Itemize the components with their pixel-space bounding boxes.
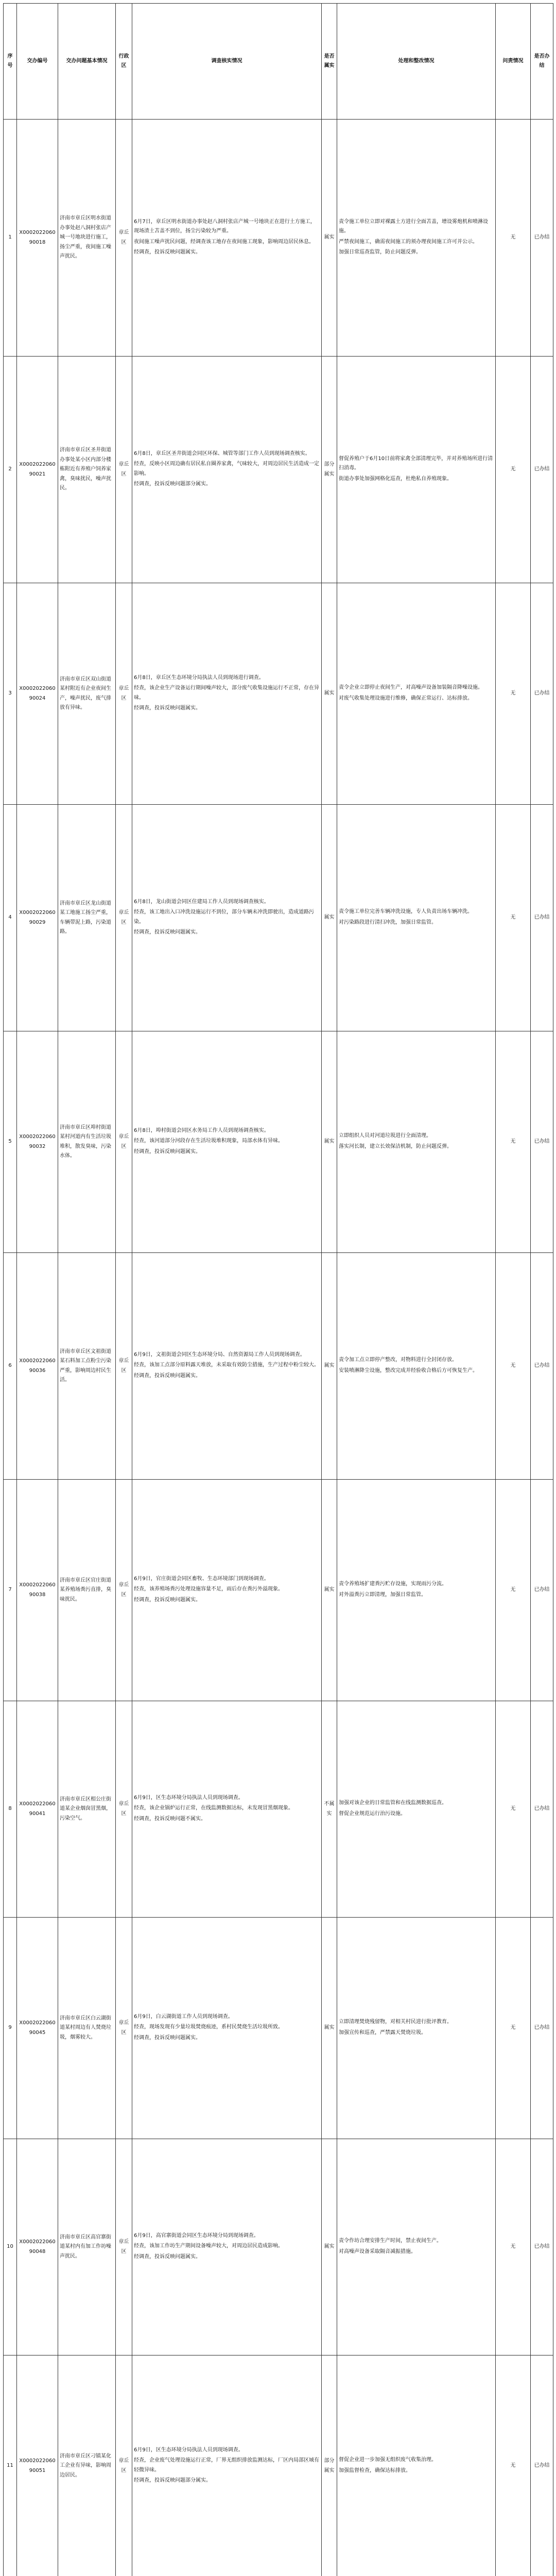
cell-closed: 已办结 (531, 357, 553, 583)
header-verified: 是否属实 (322, 4, 337, 120)
cell-code: X000202206090048 (17, 2139, 58, 2355)
cell-survey (132, 1480, 322, 1701)
cell-verified: 不属实 (322, 1701, 337, 1918)
handling-paragraph: 责令施工单位立即对裸露土方进行全面苫盖，增设雾炮机和喷淋设施。 (339, 218, 488, 234)
cell-no: 2 (4, 357, 17, 583)
cell-closed: 已办结 (531, 1701, 553, 1918)
cell-closed: 已办结 (531, 583, 553, 805)
cell-handling (337, 1253, 496, 1480)
survey-paragraph: 6月7日，章丘区明水街道办事处赵八洞村张店产城一号地块正在进行土方施工，现场渣土苫盖不到位，扬尘污染较为严重。 (134, 218, 316, 234)
handling-paragraph: 街道办事处加强网格化巡查，杜绝私自养殖现象。 (339, 476, 452, 482)
cell-survey (132, 1253, 322, 1480)
survey-paragraph: 6月8日，章丘区生态环境分局执法人员到现场进行调查。 (134, 674, 264, 681)
cell-district: 章丘区 (116, 1253, 132, 1480)
handling-paragraph: 对污染路段进行清扫冲洗，加强日常监管。 (339, 919, 437, 925)
cell-survey (132, 1701, 322, 1918)
survey-paragraph: 夜间施工噪声扰民问题，经调查该工地存在夜间施工现象，影响周边居民休息。 (134, 239, 314, 245)
cell-basic: 济南市章丘区明水街道办事处赵八洞村张店产城一号地块进行施工，扬尘严重，夜间施工噪声扰民。 (58, 120, 116, 357)
cell-survey (132, 2355, 322, 2576)
cell-district: 章丘区 (116, 1701, 132, 1918)
table-row (4, 1918, 553, 2139)
survey-paragraph: 经调查，投诉反映问题属实。 (134, 249, 201, 255)
handling-paragraph: 安装喷淋降尘设施，整改完成并经验收合格后方可恢复生产。 (339, 1367, 478, 1374)
cell-basic: 济南市章丘区官庄街道某养殖场粪污直排，臭味扰民。 (58, 1480, 116, 1701)
survey-paragraph: 6月9日，白云湖街道工作人员到现场调查。 (134, 2013, 233, 2020)
handling-paragraph: 加强对该企业的日常监管和在线监测数据巡查。 (339, 1800, 447, 1806)
survey-paragraph: 6月8日，埠村街道会同区水务局工作人员到现场调查核实。 (134, 1127, 269, 1133)
cell-survey (132, 583, 322, 805)
cell-accountability: 无 (496, 583, 531, 805)
cell-closed: 已办结 (531, 1918, 553, 2139)
table-header-row (4, 4, 553, 120)
cell-verified: 属实 (322, 1031, 337, 1253)
survey-paragraph: 6月8日，龙山街道会同区住建局工作人员到现场调查核实。 (134, 899, 269, 905)
cell-survey (132, 1918, 322, 2139)
cell-accountability: 无 (496, 2355, 531, 2576)
cell-basic: 济南市章丘区圣井街道办事处某小区内部分楼栋附近有养殖户饲养家禽，臭味扰民，噪声扰民。 (58, 357, 116, 583)
cell-verified: 属实 (322, 1918, 337, 2139)
cell-no: 1 (4, 120, 17, 357)
cell-code: X000202206090018 (17, 120, 58, 357)
survey-paragraph: 经调查，投诉反映问题部分属实。 (134, 2478, 211, 2483)
cell-basic: 济南市章丘区埠村街道某村河道内有生活垃圾堆积，散发臭味，污染水体。 (58, 1031, 116, 1253)
survey-paragraph: 经查，该企业锅炉运行正常，在线监测数据达标，未发现冒黑烟现象。 (134, 1805, 293, 1811)
cell-handling (337, 2355, 496, 2576)
cell-basic: 济南市章丘区相公庄街道某企业烟囱冒黑烟，污染空气。 (58, 1701, 116, 1918)
cell-accountability: 无 (496, 1480, 531, 1701)
cell-no: 8 (4, 1701, 17, 1918)
handling-paragraph: 责令作坊合理安排生产时间，禁止夜间生产。 (339, 2238, 442, 2244)
survey-paragraph: 6月8日，章丘区圣井街道会同区环保、城管等部门工作人员到现场调查核实。 (134, 450, 310, 456)
handling-paragraph: 督促养殖户于6月10日前将家禽全部清理完毕，并对养殖场所进行清扫消毒。 (339, 455, 493, 471)
handling-paragraph: 加强日常巡查监管，防止问题反弹。 (339, 249, 421, 255)
cell-handling (337, 357, 496, 583)
header-basic: 交办问题基本情况 (58, 4, 116, 120)
cell-verified: 属实 (322, 583, 337, 805)
handling-paragraph: 对外溢粪污立即清理，加强日常监管。 (339, 1591, 426, 1598)
table-row (4, 357, 553, 583)
cell-district: 章丘区 (116, 1031, 132, 1253)
survey-paragraph: 6月9日，高官寨街道会同区生态环境分局到现场调查。 (134, 2232, 259, 2239)
cell-no: 6 (4, 1253, 17, 1480)
handling-paragraph: 加强监督检查，确保达标排放。 (339, 2467, 411, 2473)
cell-no: 5 (4, 1031, 17, 1253)
cell-verified: 属实 (322, 1253, 337, 1480)
cell-closed: 已办结 (531, 805, 553, 1031)
survey-paragraph: 经查，该河道部分河段存在生活垃圾堆积现象，局部水体有异味。 (134, 1138, 283, 1144)
cell-accountability: 无 (496, 1918, 531, 2139)
survey-paragraph: 经调查，投诉反映问题属实。 (134, 1372, 201, 1379)
cell-no: 11 (4, 2355, 17, 2576)
cell-accountability: 无 (496, 1031, 531, 1253)
cell-accountability: 无 (496, 805, 531, 1031)
handling-paragraph: 对高噪声设备采取隔音减振措施。 (339, 2248, 416, 2255)
header-no: 序号 (4, 4, 17, 120)
cell-code: X000202206090041 (17, 1701, 58, 1918)
cell-verified: 属实 (322, 805, 337, 1031)
cell-district: 章丘区 (116, 2139, 132, 2355)
cell-survey (132, 1031, 322, 1253)
table-row (4, 1480, 553, 1701)
cell-no: 7 (4, 1480, 17, 1701)
cell-basic: 济南市章丘区龙山街道某工地施工扬尘严重，车辆带泥上路，污染道路。 (58, 805, 116, 1031)
cell-district: 章丘区 (116, 1918, 132, 2139)
cell-basic: 济南市章丘区白云湖街道某村周边有人焚烧垃圾，烟雾较大。 (58, 1918, 116, 2139)
cell-accountability: 无 (496, 2139, 531, 2355)
cell-code: X000202206090029 (17, 805, 58, 1031)
table-body (4, 120, 553, 2576)
cell-code: X000202206090036 (17, 1253, 58, 1480)
survey-paragraph: 经查，该工地出入口冲洗设施运行不到位，部分车辆未冲洗即驶出，造成道路污染。 (134, 909, 314, 925)
survey-paragraph: 经调查，投诉反映问题属实。 (134, 1597, 201, 1603)
handling-paragraph: 严禁夜间施工，确需夜间施工的须办理夜间施工许可并公示。 (339, 239, 478, 245)
cell-basic: 济南市章丘区文祖街道某石料加工点粉尘污染严重，影响周边村民生活。 (58, 1253, 116, 1480)
cell-code: X000202206090051 (17, 2355, 58, 2576)
cell-basic: 济南市章丘区刁镇某化工企业有异味，影响周边居民。 (58, 2355, 116, 2576)
handling-paragraph: 责令企业立即停止夜间生产，对高噪声设备加装隔音降噪设施。 (339, 685, 483, 690)
survey-paragraph: 6月9日，官庄街道会同区畜牧、生态环境部门到现场调查。 (134, 1575, 269, 1582)
cell-district: 章丘区 (116, 2355, 132, 2576)
handling-paragraph: 对废气收集处理设施进行维修，确保正常运行、达标排放。 (339, 695, 473, 701)
survey-paragraph: 经查，该加工作坊生产期间设备噪声较大，对周边居民造成影响。 (134, 2243, 283, 2249)
cell-survey (132, 805, 322, 1031)
cell-accountability: 无 (496, 357, 531, 583)
handling-paragraph: 督促企业规范运行治污设施。 (339, 1810, 406, 1817)
cell-basic: 济南市章丘区高官寨街道某村内有加工作坊噪声扰民。 (58, 2139, 116, 2355)
header-code: 交办编号 (17, 4, 58, 120)
cell-handling (337, 2139, 496, 2355)
handling-paragraph: 加强宣传和巡查，严禁露天焚烧垃圾。 (339, 2029, 426, 2036)
cell-handling (337, 1480, 496, 1701)
cell-handling (337, 1701, 496, 1918)
table-row (4, 2355, 553, 2576)
survey-paragraph: 经查，企业废气处理设施运行正常，厂界无组织排放监测达标，厂区内局部区域有轻微异味。 (134, 2458, 319, 2473)
cell-verified: 属实 (322, 120, 337, 357)
handling-paragraph: 督促企业进一步加强无组织废气收集治理。 (339, 2457, 437, 2463)
cell-closed: 已办结 (531, 1253, 553, 1480)
handling-paragraph: 责令养殖场扩建粪污贮存设施，实现雨污分流。 (339, 1581, 447, 1587)
cell-code: X000202206090032 (17, 1031, 58, 1253)
survey-paragraph: 经调查，投诉反映问题属实。 (134, 705, 201, 711)
cell-district: 章丘区 (116, 1480, 132, 1701)
cell-verified: 属实 (322, 2139, 337, 2355)
complaint-table (3, 3, 553, 2576)
survey-paragraph: 经查，该加工点部分原料露天堆放，未采取有效防尘措施，生产过程中粉尘较大。 (134, 1362, 319, 1368)
cell-closed: 已办结 (531, 1480, 553, 1701)
survey-paragraph: 经调查，投诉反映问题不属实。 (134, 1816, 206, 1822)
handling-paragraph: 责令加工点立即停产整改，对物料进行全封闭存放。 (339, 1357, 457, 1363)
cell-handling (337, 1918, 496, 2139)
survey-paragraph: 经查，现场发现有少量垃圾焚烧痕迹，系村民焚烧生活垃圾所致。 (134, 2024, 283, 2030)
survey-paragraph: 经调查，投诉反映问题属实。 (134, 2253, 201, 2260)
cell-verified: 属实 (322, 1480, 337, 1701)
survey-paragraph: 经查，该养殖场粪污处理设施容量不足，雨后存在粪污外溢现象。 (134, 1586, 283, 1592)
survey-paragraph: 经调查，投诉反映问题属实。 (134, 929, 201, 935)
header-handling: 处理和整改情况 (337, 4, 496, 120)
cell-survey (132, 120, 322, 357)
cell-code: X000202206090024 (17, 583, 58, 805)
cell-basic: 济南市章丘区双山街道某村附近有企业夜间生产，噪声扰民，废气排放有异味。 (58, 583, 116, 805)
cell-district: 章丘区 (116, 120, 132, 357)
survey-paragraph: 6月9日，区生态环境分局执法人员到现场调查。 (134, 2447, 244, 2453)
survey-paragraph: 经查，该企业生产设备运行期间噪声较大，部分废气收集设施运行不正常，存在异味。 (134, 685, 319, 701)
survey-paragraph: 经调查，投诉反映问题属实。 (134, 1148, 201, 1155)
complaint-table-sheet (3, 3, 553, 2576)
survey-paragraph: 经查，反映小区周边确有居民私自圈养家禽，气味较大，对周边居民生活造成一定影响。 (134, 461, 319, 477)
cell-verified: 部分属实 (322, 2355, 337, 2576)
handling-paragraph: 立即组织人员对河道垃圾进行全面清理。 (339, 1133, 431, 1139)
cell-no: 3 (4, 583, 17, 805)
cell-district: 章丘区 (116, 583, 132, 805)
table-row (4, 1031, 553, 1253)
cell-handling (337, 583, 496, 805)
cell-closed: 已办结 (531, 120, 553, 357)
cell-closed: 已办结 (531, 2355, 553, 2576)
cell-handling (337, 1031, 496, 1253)
cell-district: 章丘区 (116, 805, 132, 1031)
survey-paragraph: 经调查，投诉反映问题部分属实。 (134, 481, 211, 487)
header-closed: 是否办结 (531, 4, 553, 120)
table-row (4, 1701, 553, 1918)
cell-accountability: 无 (496, 1253, 531, 1480)
cell-code: X000202206090045 (17, 1918, 58, 2139)
handling-paragraph: 落实河长制，建立长效保洁机制，防止问题反弹。 (339, 1143, 452, 1149)
handling-paragraph: 责令施工单位完善车辆冲洗设施，专人负责出场车辆冲洗。 (339, 909, 473, 914)
header-survey: 调查核实情况 (132, 4, 322, 120)
table-row (4, 2139, 553, 2355)
handling-paragraph: 立即清理焚烧残留物，对相关村民进行批评教育。 (339, 2019, 452, 2025)
cell-handling (337, 805, 496, 1031)
table-row (4, 583, 553, 805)
header-district: 行政区 (116, 4, 132, 120)
cell-accountability: 无 (496, 120, 531, 357)
table-row (4, 120, 553, 357)
cell-code: X000202206090038 (17, 1480, 58, 1701)
cell-survey (132, 357, 322, 583)
table-row (4, 1253, 553, 1480)
survey-paragraph: 经调查，投诉反映问题属实。 (134, 2035, 201, 2041)
cell-verified: 部分属实 (322, 357, 337, 583)
cell-district: 章丘区 (116, 357, 132, 583)
cell-closed: 已办结 (531, 1031, 553, 1253)
table-row (4, 805, 553, 1031)
cell-handling (337, 120, 496, 357)
cell-closed: 已办结 (531, 2139, 553, 2355)
cell-survey (132, 2139, 322, 2355)
cell-no: 9 (4, 1918, 17, 2139)
cell-code: X000202206090021 (17, 357, 58, 583)
survey-paragraph: 6月9日，区生态环境分局执法人员到现场调查。 (134, 1794, 244, 1801)
header-accountability: 问责情况 (496, 4, 531, 120)
cell-no: 4 (4, 805, 17, 1031)
survey-paragraph: 6月9日，文祖街道会同区生态环境分局、自然资源局工作人员到现场调查。 (134, 1351, 305, 1358)
cell-accountability: 无 (496, 1701, 531, 1918)
cell-no: 10 (4, 2139, 17, 2355)
